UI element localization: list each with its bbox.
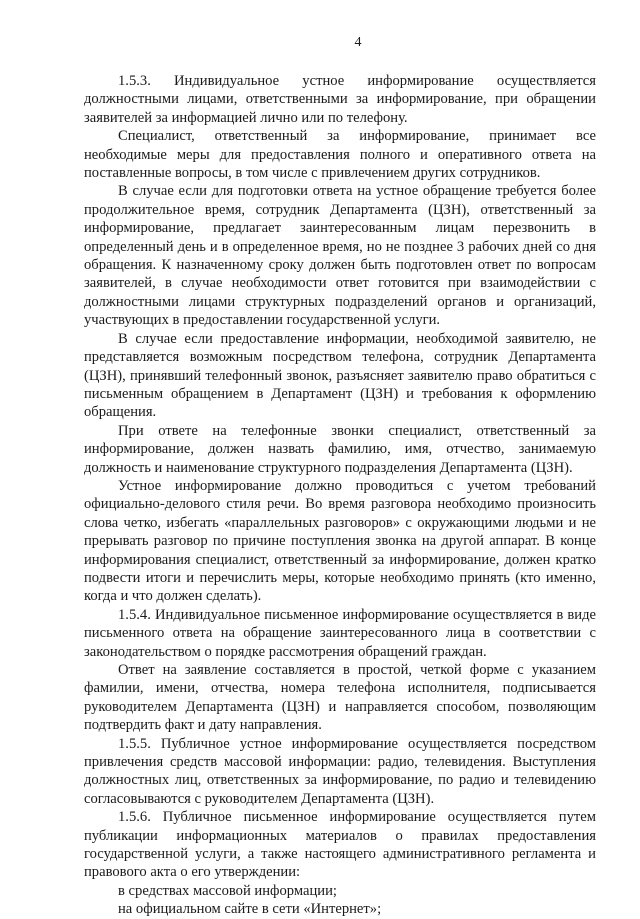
list-item-website: на официальном сайте в сети «Интернет»;	[118, 901, 382, 918]
paragraph-speech-style: Устное информирование должно проводиться с учетом требований официально-делового стиля речи. Во время разговора необходимо произносить слова четко, избегать «параллельных разговоров» с окружающими людьми и не прерывать разговор по причине поступления звонка на другой аппарат. В конце информирования специалист, ответственный за информирование, должен кратко подвести итоги и перечислить меры, которые необходимо принять (кто именно, когда и что должен сделать).	[84, 477, 596, 605]
paragraph-1-5-5: 1.5.5. Публичное устное информирование осуществляется посредством привлечения средств массовой информации: радио, телевидения. Выступления должностных лиц, ответственных за информирование, по радио и телевидению согласовываются с руководителем Департамента (ЦЗН).	[84, 735, 596, 807]
paragraph-written-request: В случае если предоставление информации, необходимой заявителю, не представляется возможным посредством телефона, сотрудник Департамента (ЦЗН), принявший телефонный звонок, разъясняет заявителю право обратиться с письменным обращением в Департамент (ЦЗН) и требования к оформлению обращения.	[84, 330, 596, 421]
paragraph-1-5-6: 1.5.6. Публичное письменное информирование осуществляется путем публикации информационных материалов о правилах предоставления государственной услуги, а также настоящего административного регламента и правового акта о его утверждении:	[84, 809, 596, 881]
paragraph-specialist-measures: Специалист, ответственный за информирование, принимает все необходимые меры для предоставления полного и оперативного ответа на поставленные вопросы, в том числе с привлечением других сотрудников.	[84, 128, 596, 182]
paragraph-1-5-3: 1.5.3. Индивидуальное устное информирование осуществляется должностными лицами, ответственными за информирование, при обращении заявителей за информацией лично или по телефону.	[84, 73, 596, 126]
document-body	[84, 72, 596, 919]
page-number: 4	[354, 35, 362, 50]
paragraph-phone-answer: При ответе на телефонные звонки специалист, ответственный за информирование, должен назвать фамилию, имя, отчество, занимаемую должность и наименование структурного подразделения Департамента (ЦЗН).	[84, 422, 596, 476]
paragraph-1-5-4: 1.5.4. Индивидуальное письменное информирование осуществляется в виде письменного ответа на обращение заинтересованного лица в соответствии с законодательством о порядке рассмотрения обращений граждан.	[84, 606, 596, 660]
paragraph-callback: В случае если для подготовки ответа на устное обращение требуется более продолжительное время, сотрудник Департамента (ЦЗН), ответственный за информирование, предлагает заинтересованным лицам перезвонить в определенный день и в определенное время, но не позднее 3 рабочих дней со дня обращения. К назначенному сроку должен быть подготовлен ответ по вопросам заявителей, в случае необходимости ответ готовится при взаимодействии с должностными лицами структурных подразделений органов и организаций, участвующих в предоставлении государственной услуги.	[84, 183, 596, 329]
list-item-media: в средствах массовой информации;	[118, 882, 337, 899]
paragraph-reply-form: Ответ на заявление составляется в простой, четкой форме с указанием фамилии, имени, отчества, номера телефона исполнителя, подписывается руководителем Департамента (ЦЗН) и направляется способом, позволяющим подтвердить факт и дату направления.	[84, 662, 596, 734]
